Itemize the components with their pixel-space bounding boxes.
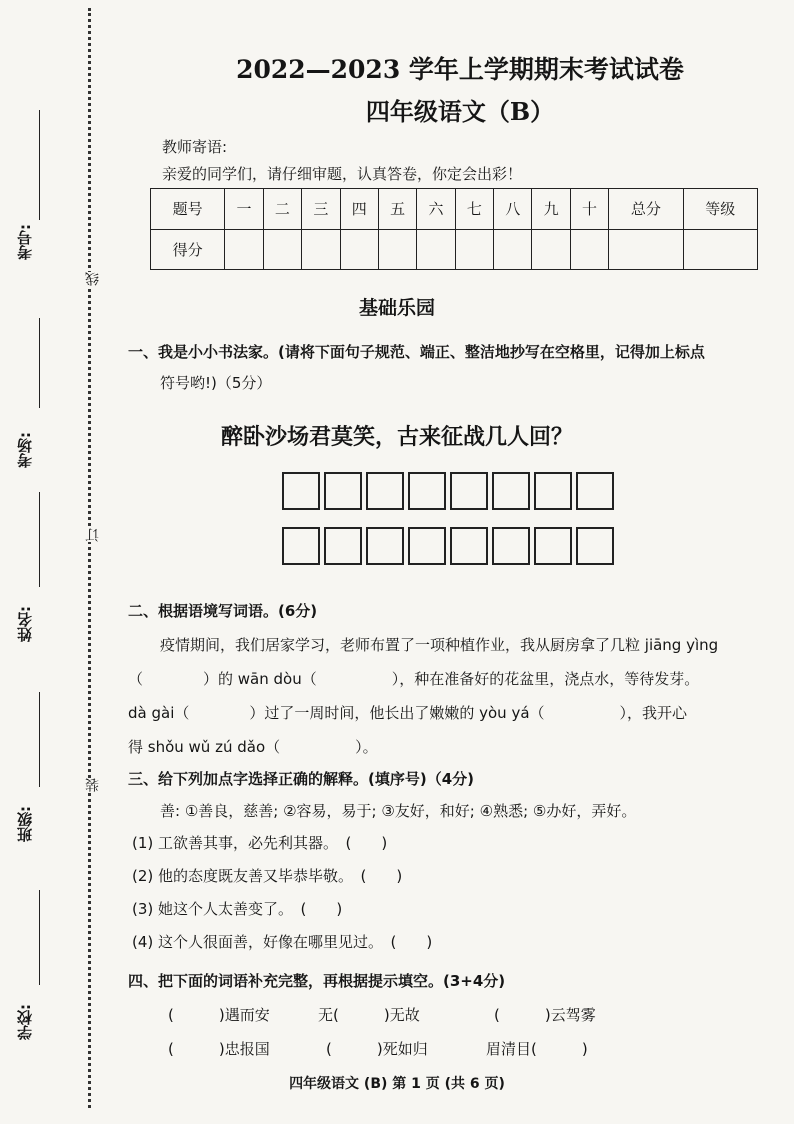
teacher-note-label: 教师寄语: xyxy=(162,138,228,156)
q1-poem: 醉卧沙场君莫笑，古来征战几人回？ xyxy=(220,424,573,450)
q3-meanings: 善: ①善良，慈善; ②容易，易于; ③友好，和好; ④熟悉; ⑤办好，弄好。 xyxy=(160,802,637,820)
score-cell[interactable] xyxy=(570,229,608,270)
writing-cell[interactable] xyxy=(366,527,404,565)
writing-cell[interactable] xyxy=(576,472,614,510)
writing-cell[interactable] xyxy=(324,472,362,510)
q3-title: 三、给下列加点字选择正确的解释。(填序号)（4分) xyxy=(128,770,475,788)
q3-item[interactable]: (2) 他的态度既友善又毕恭毕敬。 ( ) xyxy=(132,867,403,885)
score-header-cell: 四 xyxy=(340,189,378,230)
score-cell[interactable] xyxy=(494,229,532,270)
school-field[interactable] xyxy=(14,890,46,1040)
score-header-cell: 三 xyxy=(302,189,340,230)
score-cell[interactable] xyxy=(378,229,416,270)
writing-cell[interactable] xyxy=(282,472,320,510)
cut-word-install: 装 xyxy=(85,778,101,792)
score-value-row xyxy=(151,229,758,270)
score-header-cell: 九 xyxy=(532,189,570,230)
writing-cell[interactable] xyxy=(408,527,446,565)
score-header-cell: 七 xyxy=(455,189,493,230)
school-label: 学校: xyxy=(16,1004,34,1040)
writing-cell[interactable] xyxy=(408,472,446,510)
writing-cell[interactable] xyxy=(534,527,572,565)
cut-word-line: 线 xyxy=(85,272,101,286)
writing-cell[interactable] xyxy=(366,472,404,510)
score-header-row xyxy=(151,189,758,230)
score-row-label: 得分 xyxy=(151,229,225,270)
q4-idiom[interactable]: ( )云驾雾 xyxy=(494,1006,596,1024)
score-cell[interactable] xyxy=(417,229,455,270)
writing-cell[interactable] xyxy=(324,527,362,565)
exam-subtitle: 四年级语文（B） xyxy=(365,97,555,126)
exam-title: 2022—2023 学年上学期期末考试试卷 xyxy=(236,55,684,84)
q2-line-1: 疫情期间，我们居家学习，老师布置了一项种植作业，我从厨房拿了几粒 jiāng yìng xyxy=(160,636,719,654)
q1-title-cont: 符号哟!)（5分） xyxy=(160,374,272,392)
writing-cell[interactable] xyxy=(492,527,530,565)
writing-cell[interactable] xyxy=(450,472,488,510)
page-footer: 四年级语文 (B) 第 1 页 (共 6 页) xyxy=(289,1076,505,1092)
q3-item[interactable]: (1) 工欲善其事，必先利其器。 ( ) xyxy=(132,834,388,852)
q2-title: 二、根据语境写词语。(6分) xyxy=(128,602,318,620)
score-header-cell: 总分 xyxy=(609,189,683,230)
exam-room-label: 考场: xyxy=(16,432,34,468)
writing-grid-row-2 xyxy=(282,527,618,565)
section-title: 基础乐园 xyxy=(358,297,435,319)
q4-title: 四、把下面的词语补充完整，再根据提示填空。(3+4分) xyxy=(128,972,506,990)
score-cell[interactable] xyxy=(532,229,570,270)
score-cell[interactable] xyxy=(302,229,340,270)
q2-line-2[interactable]: （ ）的 wān dòu（ ），种在准备好的花盆里，浇点水，等待发芽。 xyxy=(128,670,700,688)
cut-word-bind: 订 xyxy=(85,528,101,542)
q4-idiom[interactable]: ( )忠报国 xyxy=(168,1040,270,1058)
q4-idiom[interactable]: ( )死如归 xyxy=(326,1040,428,1058)
score-header-cell: 六 xyxy=(417,189,455,230)
q2-line-4[interactable]: 得 shǒu wǔ zú dǎo（ ）。 xyxy=(128,738,378,756)
score-header-cell: 五 xyxy=(378,189,416,230)
score-table xyxy=(150,188,758,270)
writing-cell[interactable] xyxy=(282,527,320,565)
exam-number-label: 考号: xyxy=(16,224,34,260)
teacher-note: 亲爱的同学们，请仔细审题，认真答卷，你定会出彩！ xyxy=(162,165,523,183)
class-label: 班级: xyxy=(16,806,34,842)
score-cell[interactable] xyxy=(263,229,301,270)
score-header-cell: 一 xyxy=(225,189,263,230)
writing-grid-row-1 xyxy=(282,472,618,510)
writing-cell[interactable] xyxy=(534,472,572,510)
score-cell[interactable] xyxy=(455,229,493,270)
score-cell[interactable] xyxy=(225,229,263,270)
score-cell[interactable] xyxy=(683,229,757,270)
score-header-cell: 十 xyxy=(570,189,608,230)
exam-number-field[interactable] xyxy=(14,110,46,260)
score-header-cell: 等级 xyxy=(683,189,757,230)
name-label: 姓名: xyxy=(16,606,34,642)
score-cell[interactable] xyxy=(609,229,683,270)
binding-dotted-line xyxy=(88,8,91,1108)
q3-item[interactable]: (3) 她这个人太善变了。 ( ) xyxy=(132,900,343,918)
name-field[interactable] xyxy=(14,492,46,642)
q1-title: 一、我是小小书法家。(请将下面句子规范、端正、整洁地抄写在空格里，记得加上标点 xyxy=(128,343,705,361)
score-header-cell: 八 xyxy=(494,189,532,230)
writing-cell[interactable] xyxy=(576,527,614,565)
q4-idiom[interactable]: 眉清目( ) xyxy=(486,1040,588,1058)
score-header-cell: 题号 xyxy=(151,189,225,230)
q3-item[interactable]: (4) 这个人很面善，好像在哪里见过。 ( ) xyxy=(132,933,433,951)
writing-cell[interactable] xyxy=(450,527,488,565)
writing-cell[interactable] xyxy=(492,472,530,510)
q4-idiom[interactable]: ( )遇而安 xyxy=(168,1006,270,1024)
q4-idiom[interactable]: 无( )无故 xyxy=(318,1006,420,1024)
score-cell[interactable] xyxy=(340,229,378,270)
class-field[interactable] xyxy=(14,692,46,842)
score-header-cell: 二 xyxy=(263,189,301,230)
q2-line-3[interactable]: dà gài（ ）过了一周时间，他长出了嫩嫩的 yòu yá（ ），我开心 xyxy=(128,704,688,722)
